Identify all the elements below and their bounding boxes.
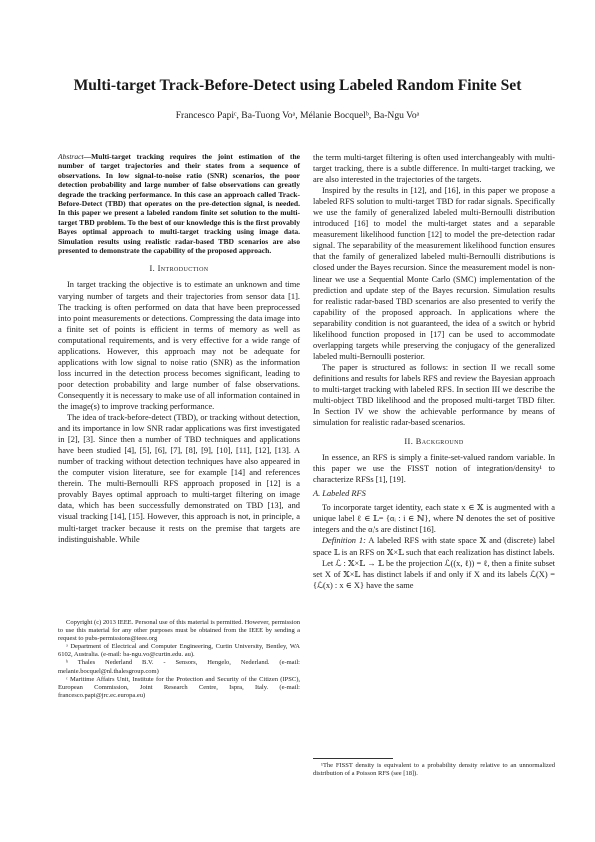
definition-label: Definition 1: <box>322 536 366 546</box>
intro-paragraph-3: the term multi-target filtering is often used interchangeably with multi-target tracking, there is a subtle difference. In multi-target tracking, we are also interested in the trajectories of the targets. <box>313 153 555 185</box>
background-paragraph-3: Let ℒ : 𝕏×𝕃 → 𝕃 be the projection ℒ((x, ℓ)) = ℓ, then a finite subset set X of 𝕏×𝕃 has distinct labels if and only if X and its labels ℒ(X) = {ℒ(x) : x ∈ X} have the same <box>313 558 555 590</box>
right-column <box>313 152 555 591</box>
intro-paragraph-1: In target tracking the objective is to estimate an unknown and time varying number of targets and their trajectories from sensor data [1]. The tracking is often performed on data that have been preprocessed into point measurements or detections. Compressing the data image into a finite set of points is efficient in terms of memory as well as computational requirements, and is very effective for a wide range of applications. However, this approach may not be adequate for applications with low signal to noise ratio (SNR) as the information loss incurred in the detection process becomes significant, leading to poor detection probability and large number of false observations. Consequently it is necessary to make use of all information contained in the image(s) to improve tracking performance. <box>58 280 300 411</box>
definition-text: A labeled RFS with state space 𝕏 and (discrete) label space 𝕃 is an RFS on 𝕏×𝕃 such that each realization has distinct labels. <box>313 536 555 557</box>
background-paragraph-1: In essence, an RFS is simply a finite-set-valued random variable. In this paper we use the FISST notion of integration/density¹ to characterize RFSs [1], [19]. <box>313 453 555 485</box>
left-column <box>58 152 300 545</box>
footnote-affiliation-b: ᵇ Thales Nederland B.V. - Sensors, Hengelo, Nederland. (e-mail: melanie.bocquel@nl.thalesgroup.com) <box>58 659 300 675</box>
author-list: Francesco Papiᶜ, Ba-Tuong Voᵃ, Mélanie Bocquelᵇ, Ba-Ngu Voᵃ <box>175 110 420 121</box>
section-heading-background: II. Background <box>404 437 464 447</box>
intro-paragraph-5: The paper is structured as follows: in section II we recall some definitions and results for labels RFS and review the Bayesian approach to multi-target tracking with labeled RFS. In section III we describe the multi-object TBD likelihood and the proposed multi-target TBD filter. In Section IV we show the achievable performance by means of simulation for realistic radar-based scenarios. <box>313 362 555 428</box>
subsection-heading-labeled-rfs: A. Labeled RFS <box>313 489 366 499</box>
abstract <box>58 152 300 255</box>
section-heading-introduction: I. Introduction <box>149 264 209 274</box>
paper-title: Multi-target Track-Before-Detect using Labeled Random Finite Set <box>73 77 522 94</box>
footnote-copyright: Copyright (c) 2013 IEEE. Personal use of this material is permitted. However, permission to use this material for any other purposes must be obtained from the IEEE by sending a request to pubs-permissions@ieee.org <box>58 619 300 643</box>
intro-paragraph-4: Inspired by the results in [12], and [16], in this paper we propose a labeled RFS solution to multi-target TBD for radar signals. Specifically we use the family of generalized labeled multi-Bernoulli distribution introduced [16] to model the multi-target states and a separable measurement likelihood function [12] to model the pre-detection radar signal. The separability of the measurement likelihood function ensures that the family of generalized labeled multi-Bernoulli distributions is closed under the Bayes recursion. Since the measurement model is non-linear we use a Sequential Monte Carlo (SMC) implementation of the prediction and update step of the Bayes recursion. Simulation results for realistic radar-based TBD scenarios are also presented to verify the capability of the proposed approach. In applications where the separability condition is not guaranteed, the idea of a switch or hybrid likelihood function proposed in [17] can be used to accommodate overlapping targets while preserving the conjugacy of the generalized labeled multi-Bernoulli posterior. <box>313 186 555 361</box>
footnote-1: ¹The FISST density is equivalent to a probability density relative to an unnormalized distribution of a Poisson RFS (see [18]). <box>313 762 555 778</box>
abstract-text: —Multi-target tracking requires the joint estimation of the number of target trajectories and their states from a sequence of observations. In low signal-to-noise ratio (SNR) scenarios, the poor detection probability and large number of false observations can greatly degrade the tracking performance. In this case an approach called Track-Before-Detect (TBD) that operates on the pre-detection signal, is needed. In this paper we present a labeled random finite set solution to the multi-target TBD problem. To the best of our knowledge this is the first provably Bayes optimal approach to multi-target tracking using image data. Simulation results using realistic radar-based TBD scenarios are also presented to demonstrate the capability of the proposed approach. <box>58 152 300 256</box>
footnote-affiliation-a: ᵃ Department of Electrical and Computer Engineering, Curtin University, Bentley, WA 6102, Australia. (e-mail: ba-ngu.vo@curtin.edu. au). <box>58 643 300 659</box>
right-footnotes <box>313 758 555 778</box>
footnote-rule <box>313 758 393 759</box>
intro-paragraph-2: The idea of track-before-detect (TBD), or tracking without detection, and its importance in low SNR radar applications was first investigated in [2], [3]. Since then a number of TBD techniques and applications have been studied [4], [5], [6], [7], [8], [9], [10], [11], [12], [13]. A number of tracking without detection techniques have also appeared in the computer vision literature, see for example [14] and references therein. The multi-Bernoulli RFS approach proposed in [12] is a provably Bayes optimal approach to multi-target filtering on image data, which has been successfully demonstrated on TBD [13], and visual tracking [14], [15]. However, this approach is not, in principle, a multi-target tracker because it rests on the premise that targets are indistinguishable. While <box>58 413 300 544</box>
background-paragraph-2: To incorporate target identity, each state x ∈ 𝕏 is augmented with a unique label ℓ ∈ 𝕃= {αᵢ : i ∈ ℕ}, where ℕ denotes the set of positive integers and the αᵢ's are distinct [16]. <box>313 503 555 535</box>
abstract-label: Abstract <box>58 152 84 161</box>
definition-1 <box>313 535 555 557</box>
footnote-affiliation-c: ᶜ Maritime Affairs Unit, Institute for the Protection and Security of the Citizen (IPSC), European Commission, Joint Research Centre, Ispra, Italy. (e-mail: francesco.papi@jrc.ec.europa.eu) <box>58 675 300 699</box>
left-footnotes <box>58 619 300 700</box>
